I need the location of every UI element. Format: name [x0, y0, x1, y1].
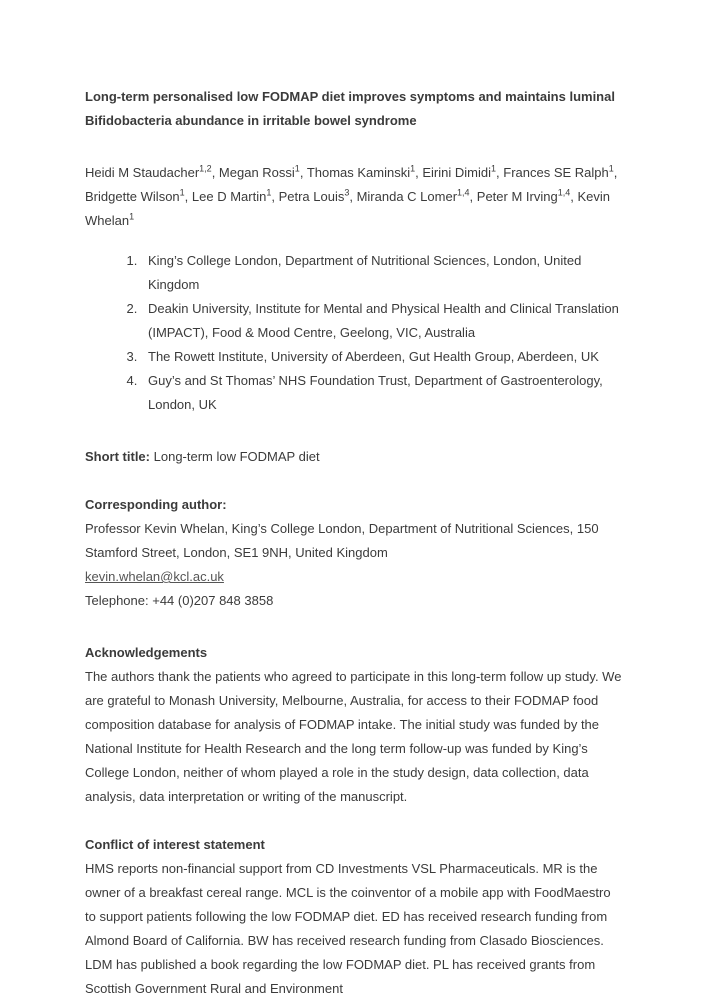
- affiliation-item: 4. Guy’s and St Thomas’ NHS Foundation Trust, Department of Gastroenterology, London, UK: [141, 369, 622, 417]
- acknowledgements-section: [85, 641, 622, 809]
- short-title-line: [85, 445, 622, 469]
- author-affiliation-superscript: 1: [491, 163, 497, 174]
- author-affiliation-superscript: 1: [294, 163, 300, 174]
- short-title-label: Short title:: [85, 449, 150, 464]
- author-name: Miranda C Lomer: [356, 189, 458, 204]
- author-affiliation-superscript: 1,4: [457, 187, 470, 198]
- email-line: [85, 565, 622, 589]
- author-affiliation-superscript: 1: [129, 211, 135, 222]
- author-name: Bridgette Wilson: [85, 189, 180, 204]
- conflict-body: HMS reports non-financial support from CD Investments VSL Pharmaceuticals. MR is the owner of a breakfast cereal range. MCL is the coinventor of a mobile app with FoodMaestro to support patients following the low FODMAP diet. ED has received research funding from Almond Board of California. BW has received research funding from Clasado Biosciences. LDM has published a book regarding the low FODMAP diet. PL has received grants from Scottish Government Rural and Environment: [85, 861, 611, 996]
- affiliation-item: 2. Deakin University, Institute for Mental and Physical Health and Clinical Translation (IMPACT), Food & Mood Centre, Geelong, VIC, Australia: [141, 297, 622, 345]
- corresponding-author-heading: Corresponding author:: [85, 497, 227, 512]
- author-name: Thomas Kaminski: [306, 165, 411, 180]
- author-name: Megan Rossi: [218, 165, 295, 180]
- acknowledgements-heading: Acknowledgements: [85, 645, 208, 660]
- affiliation-item: 1. King’s College London, Department of Nutritional Sciences, London, United Kingdom: [141, 249, 622, 297]
- affiliation-list: [85, 249, 622, 417]
- author-affiliation-superscript: 3: [344, 187, 350, 198]
- author-affiliation-superscript: 1,4: [557, 187, 571, 198]
- conflict-of-interest-section: [85, 833, 622, 1000]
- author-name: Eirini Dimidi: [422, 165, 491, 180]
- author-affiliation-superscript: 1: [179, 187, 185, 198]
- author-affiliation-superscript: 1: [608, 163, 614, 174]
- author-name: Petra Louis: [278, 189, 345, 204]
- email-link[interactable]: kevin.whelan@kcl.ac.uk: [85, 569, 224, 584]
- author-list: Heidi M Staudacher$^{1,2}$, Megan Rossi$^1$, Thomas Kaminski$^1$, Eirini Dimidi$^1$, Frances SE Ralph$^1$, Bridgette Wilson$^1$, Lee D Martin$^1$, Petra Louis$^3$, Miranda C Lomer$^{1,4}$, Peter M Irving$^{1,4}$, Kevin Whelan$^1$: [85, 163, 618, 228]
- author-name: Peter M Irving: [476, 189, 558, 204]
- author-name: Lee D Martin: [191, 189, 267, 204]
- author-name: Heidi M Staudacher: [85, 165, 200, 180]
- corresponding-author-address: Professor Kevin Whelan, King’s College London, Department of Nutritional Sciences, 150 Stamford Street, London, SE1 9NH, United Kingdom: [85, 521, 599, 560]
- author-affiliation-superscript: 1,2: [199, 163, 212, 174]
- corresponding-author-section: [85, 493, 622, 613]
- short-title-value: Long-term low FODMAP diet: [153, 449, 320, 464]
- affiliation-item: 3. The Rowett Institute, University of Aberdeen, Gut Health Group, Aberdeen, UK: [141, 345, 622, 369]
- author-affiliation-superscript: 1: [266, 187, 272, 198]
- paper-title: Long-term personalised low FODMAP diet improves symptoms and maintains luminal Bifidobacteria abundance in irritable bowel syndrome: [85, 89, 615, 128]
- author-affiliation-superscript: 1: [410, 163, 416, 174]
- conflict-heading: Conflict of interest statement: [85, 837, 265, 852]
- author-name: Frances SE Ralph: [503, 165, 609, 180]
- acknowledgements-body: The authors thank the patients who agreed to participate in this long-term follow up study. We are grateful to Monash University, Melbourne, Australia, for access to their FODMAP food composition database for analysis of FODMAP intake. The initial study was funded by the National Institute for Health Research and the long term follow-up was funded by King’s College London, neither of whom played a role in the study design, data collection, data analysis, data interpretation or writing of the manuscript.: [85, 669, 622, 804]
- author-name: Kevin Whelan: [85, 189, 610, 228]
- telephone-line: Telephone: +44 (0)207 848 3858: [85, 593, 274, 608]
